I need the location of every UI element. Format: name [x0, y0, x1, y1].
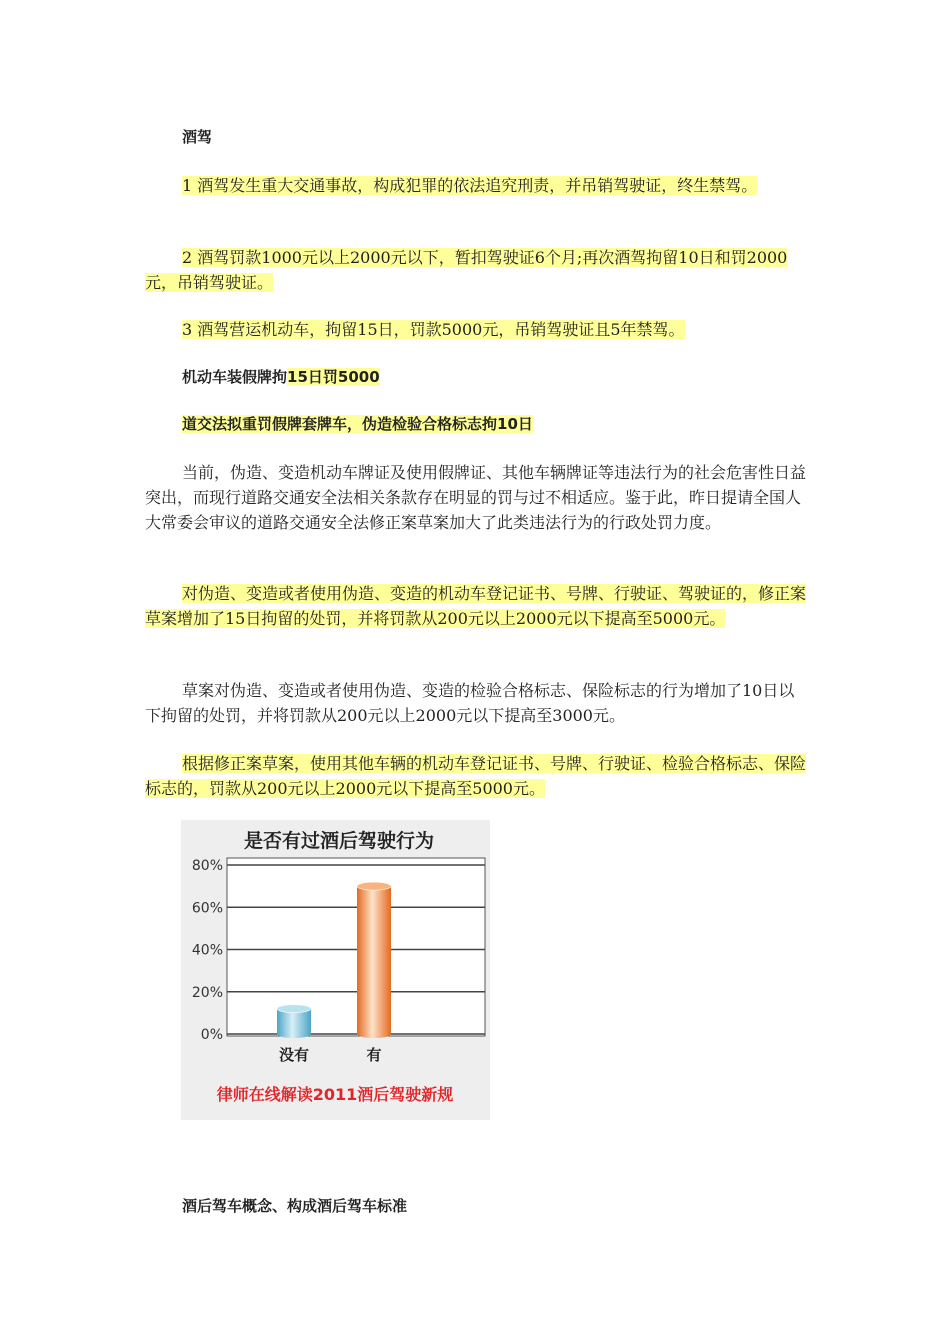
y-tick-label: 60%	[191, 900, 223, 917]
heading-drunk-driving: 酒驾	[182, 128, 213, 146]
y-tick-label: 20%	[191, 984, 223, 1001]
y-tick-label: 40%	[191, 942, 223, 959]
heading-fake-plate: 机动车装假牌拘15日罚5000	[182, 368, 380, 386]
plot-area	[227, 858, 485, 1036]
drunk-driving-chart	[181, 820, 490, 1120]
chart-title: 是否有过酒后驾驶行为	[243, 830, 435, 852]
chart-caption: 律师在线解读2011酒后驾驶新规	[216, 1085, 454, 1104]
bar	[357, 886, 391, 1034]
rule-3: 3 酒驾营运机动车，拘留15日，罚款5000元，吊销驾驶证且5年禁驾。	[182, 320, 685, 339]
category-label: 有	[366, 1046, 382, 1064]
category-label: 没有	[278, 1046, 310, 1064]
rule-1: 1 酒驾发生重大交通事故，构成犯罪的依法追究刑责，并吊销驾驶证，终生禁驾。	[182, 176, 758, 195]
heading-concept: 酒后驾车概念、构成酒后驾车标准	[182, 1197, 408, 1215]
rule-2: 2 酒驾罚款1000元以上2000元以下，暂扣驾驶证6个月;再次酒驾拘留10日和罚2000元，吊销驾驶证。	[145, 248, 788, 292]
heading-traffic-law: 道交法拟重罚假牌套牌车，伪造检验合格标志拘10日	[182, 415, 533, 433]
paragraph-1: 当前，伪造、变造机动车牌证及使用假牌证、其他车辆牌证等违法行为的社会危害性日益突出，而现行道路交通安全法相关条款存在明显的罚与过不相适应。鉴于此，昨日提请全国人大常委会审议的道路交通安全法修正案草案加大了此类违法行为的行政处罚力度。	[145, 463, 807, 532]
paragraph-2: 对伪造、变造或者使用伪造、变造的机动车登记证书、号牌、行驶证、驾驶证的，修正案草案增加了15日拘留的处罚，并将罚款从200元以上2000元以下提高至5000元。	[145, 584, 807, 628]
chart-svg	[181, 820, 490, 1120]
y-tick-label: 80%	[191, 858, 223, 874]
y-tick-label: 0%	[200, 1027, 223, 1043]
bar-base	[277, 1030, 311, 1038]
paragraph-3: 草案对伪造、变造或者使用伪造、变造的检验合格标志、保险标志的行为增加了10日以下拘留的处罚，并将罚款从200元以上2000元以下提高至3000元。	[145, 681, 795, 725]
bar-top	[277, 1005, 311, 1013]
bar-top	[357, 882, 391, 890]
paragraph-4: 根据修正案草案，使用其他车辆的机动车登记证书、号牌、行驶证、检验合格标志、保险标志的，罚款从200元以上2000元以下提高至5000元。	[145, 754, 807, 798]
bar-base	[357, 1030, 391, 1038]
